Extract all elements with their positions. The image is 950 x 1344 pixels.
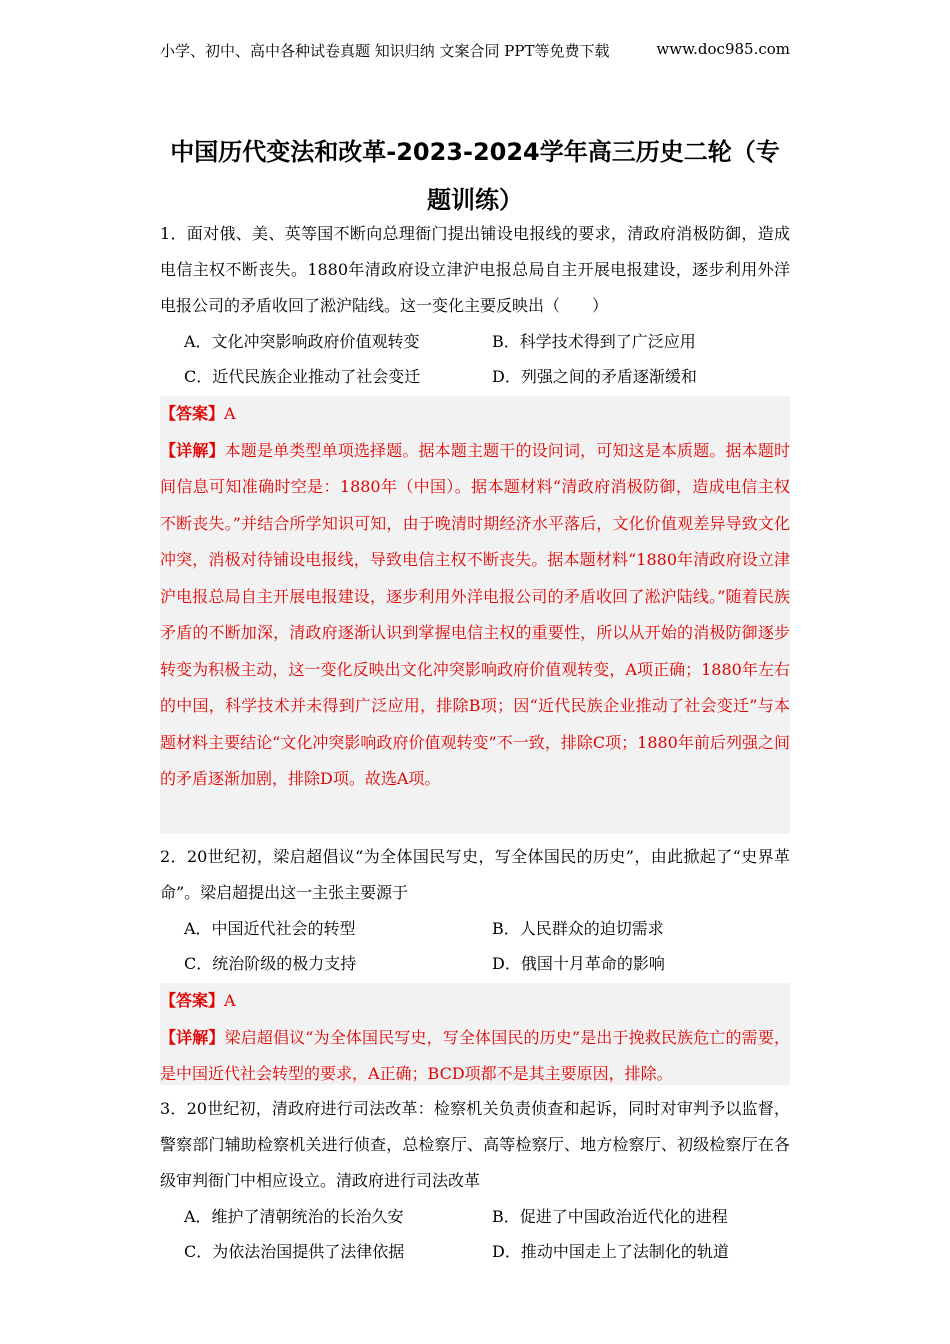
detail-body: 本题是单类型单项选择题。据本题主题干的设问词，可知这是本质题。据本题时间信息可知准确时空是：1880年（中国）。据本题材料“清政府消极防御，造成电信主权不断丧失。”并结合所学知识可知，由于晚清时期经济水平落后，文化价值观差异导致文化冲突，消极对待铺设电报线，导致电信主权不断丧失。据本题材料“1880年清政府设立津沪电报总局自主开展电报建设，逐步利用外洋电报公司的矛盾收回了淞沪陆线。”随着民族矛盾的不断加深，清政府逐渐认识到掌握电信主权的重要性，所以从开始的消极防御逐步转变为积极主动，这一变化反映出文化冲突影响政府价值观转变，A项正确；1880年左右的中国，科学技术并未得到广泛应用，排除B项；因“近代民族企业推动了社会变迁”与本题材料主要结论“文化冲突影响政府价值观转变”不一致，排除C项；1880年前后列强之间的矛盾逐渐加剧，排除D项。故选A项。 <box>160 440 790 788</box>
option-a: A．维护了清朝统治的长治久安 <box>184 1207 404 1226</box>
question-1 <box>160 216 790 394</box>
option-d: D．列强之间的矛盾逐渐缓和 <box>492 367 697 386</box>
document-title: 中国历代变法和改革-2023-2024学年高三历史二轮（专题训练） <box>170 138 780 214</box>
options <box>160 324 790 394</box>
option-a: A．中国近代社会的转型 <box>184 919 356 938</box>
option-b: B．促进了中国政治近代化的进程 <box>492 1207 728 1226</box>
answer-value: A <box>224 991 236 1010</box>
header-url: www.doc985.com <box>656 40 790 58</box>
answer-label: 【答案】 <box>160 991 225 1010</box>
answer-box-1 <box>160 396 790 834</box>
option-b: B．科学技术得到了广泛应用 <box>492 332 696 351</box>
answer-label: 【答案】 <box>160 404 225 423</box>
question-2 <box>160 839 790 981</box>
question-3 <box>160 1091 790 1269</box>
detail-label: 【详解】 <box>160 1027 225 1047</box>
option-b: B．人民群众的迫切需求 <box>492 919 664 938</box>
answer-box-2 <box>160 983 790 1085</box>
question-stem: 3．20世纪初，清政府进行司法改革：检察机关负责侦查和起诉，同时对审判予以监督，警察部门辅助检察机关进行侦查，总检察厅、高等检察厅、地方检察厅、初级检察厅在各级审判衙门中相应设立。清政府进行司法改革 <box>160 1099 790 1190</box>
question-stem: 1．面对俄、美、英等国不断向总理衙门提出铺设电报线的要求，清政府消极防御，造成电信主权不断丧失。1880年清政府设立津沪电报总局自主开展电报建设，逐步利用外洋电报公司的矛盾收回了淞沪陆线。这一变化主要反映出（ ） <box>160 224 790 315</box>
option-d: D．推动中国走上了法制化的轨道 <box>492 1242 729 1261</box>
option-a: A．文化冲突影响政府价值观转变 <box>184 332 420 351</box>
detail-body: 梁启超倡议“为全体国民写史，写全体国民的历史”是出于挽救民族危亡的需要，是中国近代社会转型的要求，A正确；BCD项都不是其主要原因，排除。 <box>160 1027 790 1083</box>
options <box>160 1199 790 1269</box>
answer-line <box>160 983 790 1020</box>
header-left-text: 小学、初中、高中各种试卷真题 知识归纳 文案合同 PPT等免费下载 <box>160 42 610 60</box>
option-c: C．为依法治国提供了法律依据 <box>184 1242 405 1261</box>
answer-line <box>160 396 790 433</box>
option-c: C．近代民族企业推动了社会变迁 <box>184 367 421 386</box>
detail-text <box>160 1020 790 1093</box>
option-c: C．统治阶级的极力支持 <box>184 954 357 973</box>
answer-value: A <box>224 404 236 423</box>
detail-text <box>160 433 790 798</box>
question-stem: 2．20世纪初，梁启超倡议“为全体国民写史，写全体国民的历史”，由此掀起了“史界革命”。梁启超提出这一主张主要源于 <box>160 847 790 902</box>
page-header <box>160 40 790 61</box>
options <box>160 911 790 981</box>
detail-label: 【详解】 <box>160 440 225 460</box>
option-d: D．俄国十月革命的影响 <box>492 954 665 973</box>
